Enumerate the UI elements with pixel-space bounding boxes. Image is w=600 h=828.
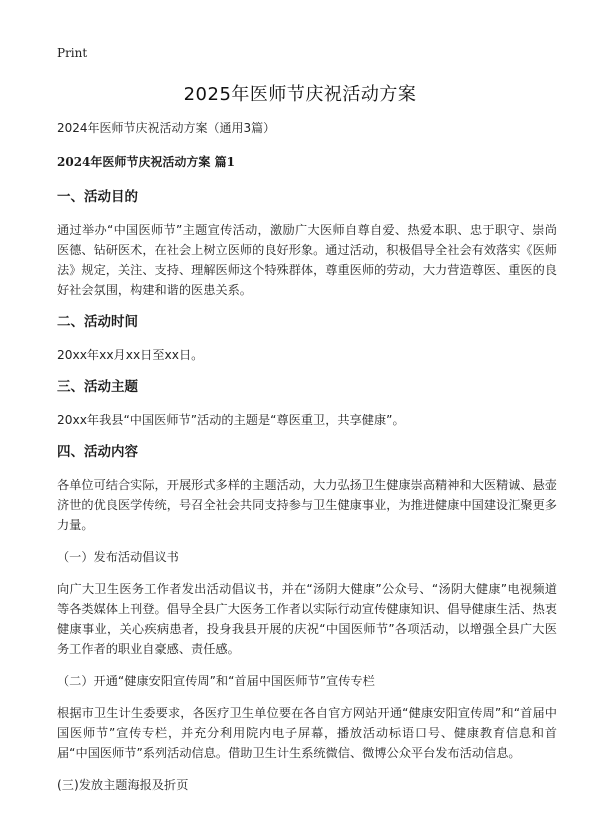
item-heading-column: （二）开通“健康安阳宣传周”和“首届中国医师节”宣传专栏 (57, 674, 375, 688)
item-heading-proposal: （一）发布活动倡议书 (57, 550, 179, 564)
section-text-theme: 20xx年我县“中国医师节”活动的主题是“尊医重卫，共享健康”。 (57, 413, 405, 427)
item-text-column: 根据市卫生计生委要求，各医疗卫生单位要在各自官方网站开通“健康安阳宣传周”和“首届中国医师节”宣传专栏，并充分利用院内电子屏幕，播放活动标语口号、健康教育信息和首届“中国医师节”系列活动信息。借助卫生计生系统微信、微博公众平台发布活动信息。 (57, 706, 557, 760)
section-text-purpose: 通过举办“中国医师节”主题宣传活动，激励广大医师自尊自爱、热爱本职、忠于职守、崇尚医德、钻研医术，在社会上树立医师的良好形象。通过活动，积极倡导全社会有效落实《医师法》规定，关注、支持、理解医师这个特殊群体，尊重医师的劳动，大力营造尊医、重医的良好社会氛围，构建和谐的医患关系。 (57, 223, 557, 297)
section-text-content: 各单位可结合实际，开展形式多样的主题活动，大力弘扬卫生健康崇高精神和大医精诚、悬壶济世的优良医学传统，号召全社会共同支持参与卫生健康事业，为推进健康中国建设汇聚更多力量。 (57, 478, 557, 532)
item-heading-posters: (三)发放主题海报及折页 (57, 778, 189, 792)
page-title: 2025年医师节庆祝活动方案 (183, 84, 417, 105)
section-heading-time: 二、活动时间 (57, 314, 138, 330)
document-subtitle: 2024年医师节庆祝活动方案（通用3篇） (57, 121, 276, 135)
part-title: 2024年医师节庆祝活动方案 篇1 (57, 155, 235, 169)
print-label: Print (57, 46, 88, 60)
section-heading-content: 四、活动内容 (57, 444, 138, 460)
section-heading-purpose: 一、活动目的 (57, 189, 138, 205)
section-heading-theme: 三、活动主题 (57, 379, 138, 395)
section-text-time: 20xx年xx月xx日至xx日。 (57, 348, 204, 362)
item-text-proposal: 向广大卫生医务工作者发出活动倡议书，并在“汤阴大健康”公众号、“汤阴大健康”电视频道等各类媒体上刊登。倡导全县广大医务工作者以实际行动宣传健康知识、倡导健康生活、热衷健康事业，关心疾病患者，投身我县开展的庆祝“中国医师节”各项活动，以增强全县广大医务工作者的职业自豪感、责任感。 (57, 582, 557, 656)
document-body (57, 120, 557, 807)
